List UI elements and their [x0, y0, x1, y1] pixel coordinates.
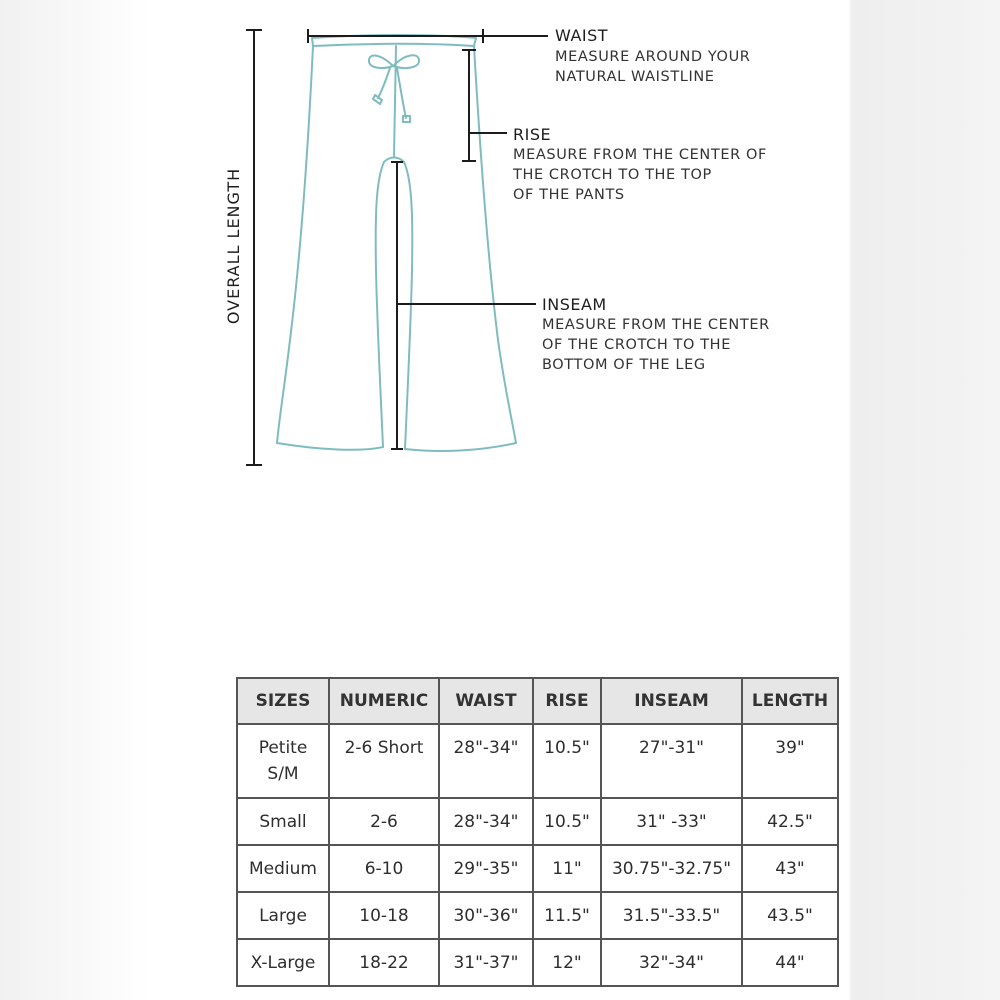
waist-description-line1: MEASURE AROUND YOUR	[555, 49, 751, 65]
size-line1: Petite	[258, 738, 308, 758]
rise-label: RISE	[513, 125, 552, 144]
table-row	[237, 892, 838, 939]
cell-size	[237, 724, 329, 798]
cell-size: Medium	[237, 845, 329, 892]
rise-description-line3: OF THE PANTS	[513, 187, 625, 203]
cell-length: 43"	[742, 845, 838, 892]
header-length: LENGTH	[742, 678, 838, 724]
cell-rise: 10.5"	[533, 724, 601, 798]
cell-rise: 10.5"	[533, 798, 601, 845]
cell-waist: 28"-34"	[439, 724, 533, 798]
cell-rise: 11"	[533, 845, 601, 892]
cell-waist: 31"-37"	[439, 939, 533, 986]
header-inseam: INSEAM	[601, 678, 742, 724]
waist-description-line2: NATURAL WAISTLINE	[555, 69, 715, 85]
inseam-label: INSEAM	[542, 295, 607, 314]
waist-label: WAIST	[555, 26, 609, 45]
header-rise: RISE	[533, 678, 601, 724]
cell-numeric: 2-6 Short	[329, 724, 439, 798]
cell-numeric: 2-6	[329, 798, 439, 845]
cell-inseam: 27"-31"	[601, 724, 742, 798]
header-waist: WAIST	[439, 678, 533, 724]
table-header-row	[237, 678, 838, 724]
rise-description-line2: THE CROTCH TO THE TOP	[513, 167, 712, 183]
cell-rise: 11.5"	[533, 892, 601, 939]
header-numeric: NUMERIC	[329, 678, 439, 724]
cell-numeric: 18-22	[329, 939, 439, 986]
cell-waist: 30"-36"	[439, 892, 533, 939]
table-row	[237, 845, 838, 892]
table-row	[237, 798, 838, 845]
inseam-description-line2: OF THE CROTCH TO THE	[542, 337, 731, 353]
cell-waist: 28"-34"	[439, 798, 533, 845]
cell-length: 44"	[742, 939, 838, 986]
cell-size: Large	[237, 892, 329, 939]
cell-inseam: 32"-34"	[601, 939, 742, 986]
table-row	[237, 939, 838, 986]
cell-waist: 29"-35"	[439, 845, 533, 892]
table-row	[237, 724, 838, 798]
cell-inseam: 30.75"-32.75"	[601, 845, 742, 892]
cell-rise: 12"	[533, 939, 601, 986]
cell-inseam: 31" -33"	[601, 798, 742, 845]
cell-length: 42.5"	[742, 798, 838, 845]
cell-numeric: 10-18	[329, 892, 439, 939]
overall-length-label: OVERALL LENGTH	[224, 167, 243, 325]
inseam-description-line3: BOTTOM OF THE LEG	[542, 357, 706, 373]
inseam-description-line1: MEASURE FROM THE CENTER	[542, 317, 770, 333]
cell-inseam: 31.5"-33.5"	[601, 892, 742, 939]
cell-length: 39"	[742, 724, 838, 798]
cell-size: Small	[237, 798, 329, 845]
cell-length: 43.5"	[742, 892, 838, 939]
cell-numeric: 6-10	[329, 845, 439, 892]
header-sizes: SIZES	[237, 678, 329, 724]
measurement-lines	[246, 29, 548, 465]
cell-size: X-Large	[237, 939, 329, 986]
size-chart-table	[236, 677, 839, 987]
rise-description-line1: MEASURE FROM THE CENTER OF	[513, 147, 767, 163]
size-line2: S/M	[267, 764, 299, 784]
